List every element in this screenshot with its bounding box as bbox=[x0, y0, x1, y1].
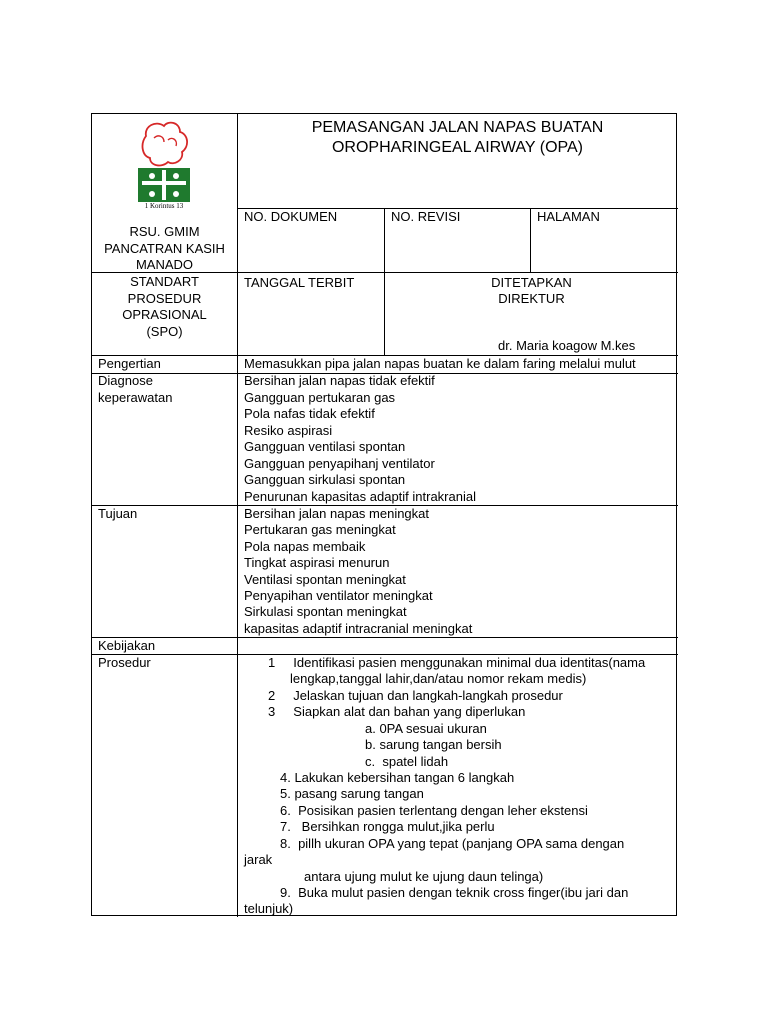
prosedur-line: lengkap,tanggal lahir,dan/atau nomor rekam medis) bbox=[290, 671, 587, 686]
halaman-label: HALAMAN bbox=[537, 209, 600, 224]
diagnose-item: Penurunan kapasitas adaptif intrakranial bbox=[244, 489, 476, 504]
prosedur-line: a. 0PA sesuai ukuran bbox=[365, 721, 487, 736]
divider-left-column bbox=[237, 114, 238, 917]
diagnose-label-line2: keperawatan bbox=[98, 390, 173, 405]
diagnose-item: Gangguan pertukaran gas bbox=[244, 390, 396, 405]
prosedur-line: telunjuk) bbox=[244, 901, 294, 916]
no-dokumen-label: NO. DOKUMEN bbox=[244, 209, 338, 224]
diagnose-label-line1: Diagnose bbox=[98, 373, 153, 388]
no-revisi-label: NO. REVISI bbox=[391, 209, 461, 224]
tujuan-item: Pola napas membaik bbox=[244, 539, 366, 554]
tujuan-item: Tingkat aspirasi menurun bbox=[244, 555, 390, 570]
direktur-label: DIREKTUR bbox=[498, 291, 565, 306]
prosedur-line: 4. Lakukan kebersihan tangan 6 langkah bbox=[280, 770, 515, 785]
ditetapkan-label: DITETAPKAN bbox=[491, 275, 572, 290]
spo-label-line4: (SPO) bbox=[146, 324, 183, 339]
spo-label-line3: OPRASIONAL bbox=[122, 307, 207, 322]
tujuan-item: Penyapihan ventilator meningkat bbox=[244, 588, 433, 603]
pengertian-text: Memasukkan pipa jalan napas buatan ke dalam faring melalui mulut bbox=[244, 356, 636, 371]
spo-label-line1: STANDART bbox=[130, 274, 199, 289]
diagnose-item: Gangguan penyapihanj ventilator bbox=[244, 456, 435, 471]
hospital-name-line3: MANADO bbox=[135, 257, 194, 272]
prosedur-line: 5. pasang sarung tangan bbox=[280, 786, 424, 801]
document-title-line2: OROPHARINGEAL AIRWAY (OPA) bbox=[331, 139, 583, 156]
tujuan-item: Ventilasi spontan meningkat bbox=[244, 572, 406, 587]
diagnose-item: Resiko aspirasi bbox=[244, 423, 333, 438]
document-title-line1: PEMASANGAN JALAN NAPAS BUATAN bbox=[311, 119, 604, 136]
diagnose-item: Gangguan sirkulasi spontan bbox=[244, 472, 406, 487]
prosedur-line: jarak bbox=[244, 852, 273, 867]
diagnose-item: Pola nafas tidak efektif bbox=[244, 406, 375, 421]
prosedur-line: antara ujung mulut ke ujung daun telinga) bbox=[304, 869, 544, 884]
prosedur-line: 8. pillh ukuran OPA yang tepat (panjang OPA sama dengan bbox=[280, 836, 625, 851]
tanggal-terbit-label: TANGGAL TERBIT bbox=[244, 275, 355, 290]
prosedur-label: Prosedur bbox=[98, 655, 151, 670]
spo-label-line2: PROSEDUR bbox=[127, 291, 202, 306]
prosedur-line: 1 Identifikasi pasien menggunakan minimal dua identitas(nama bbox=[268, 655, 646, 670]
tujuan-item: kapasitas adaptif intracranial meningkat bbox=[244, 621, 473, 636]
hospital-name-line2: PANCATRAN KASIH bbox=[104, 241, 225, 256]
prosedur-line: 6. Posisikan pasien terlentang dengan leher ekstensi bbox=[280, 803, 588, 818]
prosedur-line: 2 Jelaskan tujuan dan langkah-langkah prosedur bbox=[268, 688, 563, 703]
prosedur-line: 7. Bersihkan rongga mulut,jika perlu bbox=[280, 819, 495, 834]
prosedur-line: 3 Siapkan alat dan bahan yang diperlukan bbox=[268, 704, 526, 719]
signatory-name: dr. Maria koagow M.kes bbox=[498, 338, 636, 353]
hospital-name-line1: RSU. GMIM bbox=[129, 224, 200, 239]
logo-caption: 1 Korintus 13 bbox=[144, 202, 184, 210]
diagnose-item: Bersihan jalan napas tidak efektif bbox=[244, 373, 435, 388]
diagnose-item: Gangguan ventilasi spontan bbox=[244, 439, 406, 454]
prosedur-line: b. sarung tangan bersih bbox=[365, 737, 502, 752]
tujuan-item: Pertukaran gas meningkat bbox=[244, 522, 396, 537]
tujuan-item: Sirkulasi spontan meningkat bbox=[244, 604, 407, 619]
prosedur-line: c. spatel lidah bbox=[365, 754, 449, 769]
tujuan-label: Tujuan bbox=[98, 506, 138, 521]
prosedur-line: 9. Buka mulut pasien dengan teknik cross finger(ibu jari dan bbox=[280, 885, 629, 900]
spo-document bbox=[91, 113, 677, 916]
kebijakan-label: Kebijakan bbox=[98, 638, 156, 653]
divider-revisi-halaman bbox=[530, 208, 531, 272]
pengertian-label: Pengertian bbox=[98, 356, 161, 371]
tujuan-item: Bersihan jalan napas meningkat bbox=[244, 506, 430, 521]
